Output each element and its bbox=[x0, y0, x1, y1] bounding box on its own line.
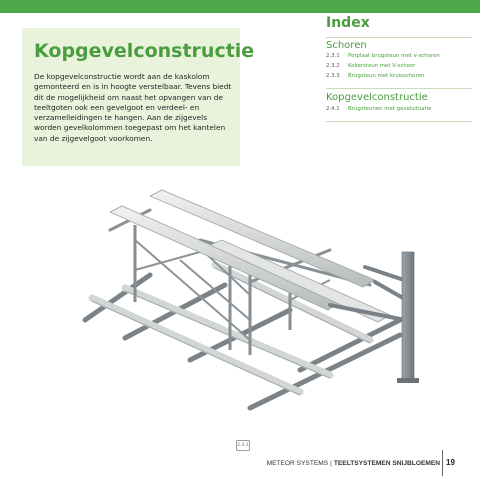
index-section-schoren[interactable]: Schoren bbox=[326, 40, 367, 51]
index-item-number: 2.3.2 bbox=[326, 63, 340, 69]
index-item-label: Potplaat brugsteun met v-schoren bbox=[348, 53, 440, 59]
page-marker-badge: 2.4.1 bbox=[236, 440, 250, 451]
page-number: 19 bbox=[446, 458, 455, 467]
index-item-2-3-1[interactable] bbox=[326, 53, 440, 59]
index-divider bbox=[326, 88, 472, 89]
index-item-number: 2.3.3 bbox=[326, 73, 340, 79]
index-divider bbox=[326, 37, 472, 38]
index-item-2-4-1[interactable] bbox=[326, 106, 431, 112]
index-title: Index bbox=[326, 15, 370, 31]
footer bbox=[267, 460, 440, 467]
index-item-label: Brugsteunen met gevelsituatie bbox=[348, 106, 432, 112]
footer-brand: METEOR SYSTEMS bbox=[266, 460, 329, 467]
index-divider bbox=[326, 121, 472, 122]
index-panel bbox=[318, 13, 480, 151]
index-item-number: 2.3.1 bbox=[326, 53, 340, 59]
index-item-label: Kokersteun met V-schoor bbox=[348, 63, 416, 69]
page-title: Kopgevelconstructie bbox=[34, 40, 255, 62]
index-item-2-3-3[interactable] bbox=[326, 73, 424, 79]
intro-panel bbox=[22, 28, 255, 166]
footer-separator: | bbox=[330, 460, 332, 467]
top-accent-bar bbox=[0, 0, 480, 13]
index-section-kopgevelconstructie[interactable]: Kopgevelconstructie bbox=[326, 92, 428, 103]
index-item-number: 2.4.1 bbox=[326, 106, 340, 112]
intro-paragraph: De kopgevelconstructie wordt aan de kaskolom gemonteerd en is in hoogte verstelbaar. Tevens biedt dit de mogelijkheid om naast het opvangen van de teeltgoten ook een gevelgoot en verdeel- en verzamelleidingen te hangen. Aan de zijgevels worden gevelkolommen toegepast om het kantelen van de zijgevelgoot voorkomen. bbox=[34, 72, 232, 143]
footer-product: TEELTSYSTEMEN SNIJBLOEMEN bbox=[333, 460, 440, 467]
gable-construction-illustration bbox=[0, 170, 480, 440]
index-item-2-3-2[interactable] bbox=[326, 63, 416, 69]
index-item-label: Brugsteun met kruisschoren bbox=[348, 73, 425, 79]
footer-divider bbox=[442, 450, 443, 476]
